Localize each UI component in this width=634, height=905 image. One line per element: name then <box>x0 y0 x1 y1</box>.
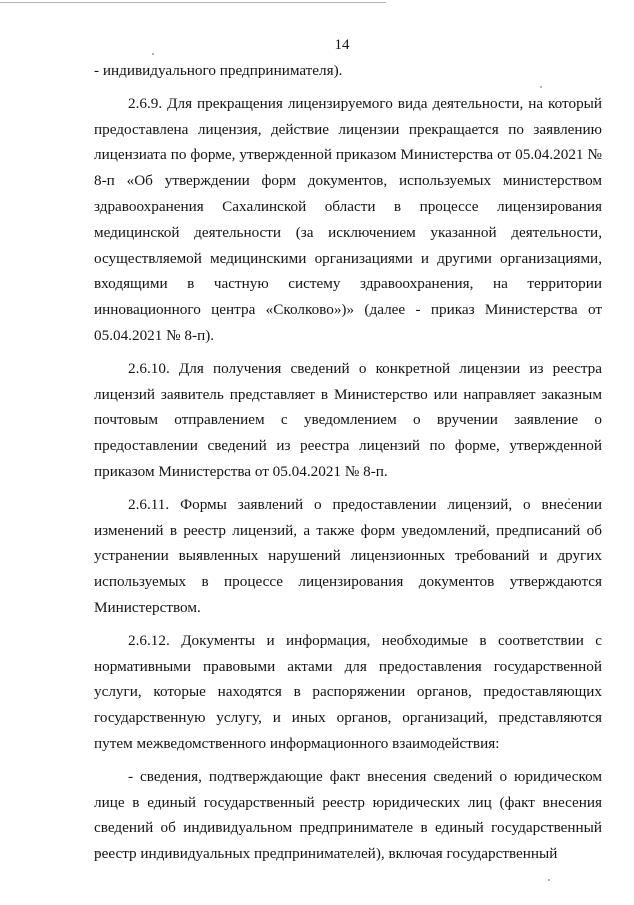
paragraph-continuation: - индивидуального предпринимателя). <box>94 62 343 79</box>
paragraph-2-6-9: 2.6.9. Для прекращения лицензируемого вида деятельности, на который предоставлена лицензия, действие лицензии прекращается по заявлению лицензиата по форме, утвержденной приказом Министерства от 05.04.2021 № 8-п «Об утверждении форм документов, используемых министерством здравоохранения Сахалинской области в процессе лицензирования медицинской деятельности (за исключением указанной деятельности, осуществляемой медицинскими организациями и другими организациями, входящими в частную систему здравоохранения, на территории инновационного центра «Сколково»)» (далее - приказ Министерства от 05.04.2021 № 8-п). <box>94 94 602 344</box>
paragraph-2-6-12: 2.6.12. Документы и информация, необходимые в соответствии с нормативными правовыми актами для предоставления государственной услуги, которые находятся в распоряжении органов, предоставляющих государственную услугу, и иных органов, организаций, представляются путем межведомственного информационного взаимодействия: <box>94 631 602 752</box>
scan-top-edge <box>0 2 386 3</box>
scan-speck <box>548 879 550 881</box>
paragraph-2-6-10: 2.6.10. Для получения сведений о конкретной лицензии из реестра лицензий заявитель представляет в Министерство или направляет заказным почтовым отправлением с уведомлением о вручении заявление о предоставлении сведений из реестра лицензий по форме, утвержденной приказом Министерства от 05.04.2021 № 8-п. <box>94 359 602 480</box>
page-number: 14 <box>334 37 350 53</box>
paragraph-2-6-11: 2.6.11. Формы заявлений о предоставлении лицензий, о внесении изменений в реестр лицензий, а также форм уведомлений, предписаний об устранении выявленных нарушений лицензионных требований и других используемых в процессе лицензирования документов утверждаются Министерством. <box>94 495 602 616</box>
document-body <box>94 58 602 867</box>
paragraph-list-item: - сведения, подтверждающие факт внесения сведений о юридическом лице в единый государственный реестр юридических лиц (факт внесения сведений об индивидуальном предпринимателе в единый государственный реестр индивидуальных предпринимателей), включая государственный <box>94 767 602 863</box>
